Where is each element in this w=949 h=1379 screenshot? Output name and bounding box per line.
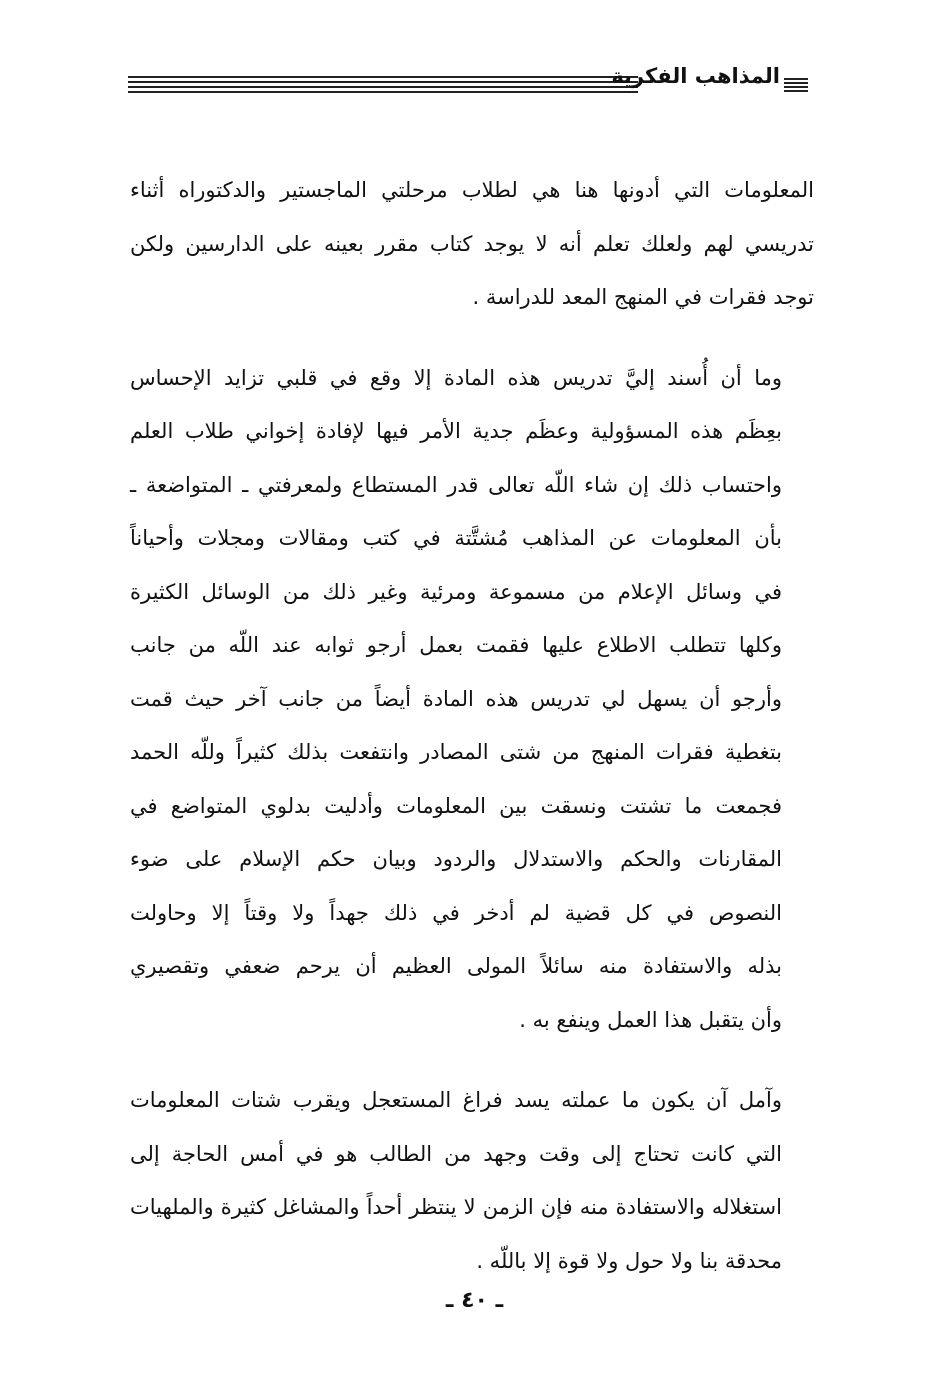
text-line: تدريسي لهم ولعلك تعلم أنه لا يوجد كتاب مقرر بعينه على الدارسين ولكن [130,231,814,256]
text-line: وأن يتقبل هذا العمل وينفع به . [519,1007,782,1032]
header-title: المذاهب الفكرية [611,64,780,88]
text-line: محدقة بنا ولا حول ولا قوة إلا باللّه . [476,1248,782,1273]
text-line: المقارنات والحكم والاستدلال والردود وبيان حكم الإسلام على ضوء [130,847,782,871]
paragraph-1 [130,164,814,325]
header-ornament [784,78,808,94]
text-line: فجمعت ما تشتت ونسقت بين المعلومات وأدليت بدلوي المتواضع في [130,793,782,818]
header-rule-lines [128,76,638,96]
text-line: بأن المعلومات عن المذاهب مُشتَّتة في كتب ومقالات ومجلات وأحياناً [130,526,782,550]
text-line: وأرجو أن يسهل لي تدريس هذه المادة أيضاً من جانب آخر حيث قمت [130,686,782,711]
text-line: وآمل آن يكون ما عملته يسد فراغ المستعجل ويقرب شتات المعلومات [130,1088,782,1112]
paragraph-3 [130,1074,814,1288]
text-line: بعِظَم هذه المسؤولية وعظَم جدية الأمر فيها لإفادة إخواني طلاب العلم [130,419,782,443]
text-line: المعلومات التي أدونها هنا هي لطلاب مرحلتي الماجستير والدكتوراه أثناء [130,178,814,202]
page-number: ـ ٤٠ ـ [445,1288,504,1313]
text-line: بتغطية فقرات المنهج من شتى المصادر وانتفعت بذلك كثيراً وللّه الحمد [130,740,782,764]
text-line: واحتساب ذلك إن شاء اللّه تعالى قدر المستطاع ولمعرفتي ـ المتواضعة ـ [130,472,782,497]
paragraph-2 [130,352,814,1048]
text-line: توجد فقرات في المنهج المعد للدراسة . [472,285,814,309]
text-line: وكلها تتطلب الاطلاع عليها فقمت بعمل أرجو ثوابه عند اللّه من جانب [130,633,782,657]
text-line: النصوص في كل قضية لم أدخر في ذلك جهداً ولا وقتاً إلا وحاولت [130,900,782,925]
text-line: بذله والاستفادة منه سائلاً المولى العظيم أن يرحم ضعفي وتقصيري [130,954,782,978]
text-line: في وسائل الإعلام من مسموعة ومرئية وغير ذلك من الوسائل الكثيرة [130,579,782,604]
text-line: استغلاله والاستفادة منه فإن الزمن لا ينتظر أحداً والمشاغل كثيرة والملهيات [130,1195,782,1219]
page-body [130,164,814,1288]
text-line: التي كانت تحتاج إلى وقت وجهد من الطالب هو في أمس الحاجة إلى [130,1141,782,1166]
running-header [128,58,808,94]
text-line: وما أن أُسند إليَّ تدريس هذه المادة إلا وقع في قلبي تزايد الإحساس [130,365,782,390]
